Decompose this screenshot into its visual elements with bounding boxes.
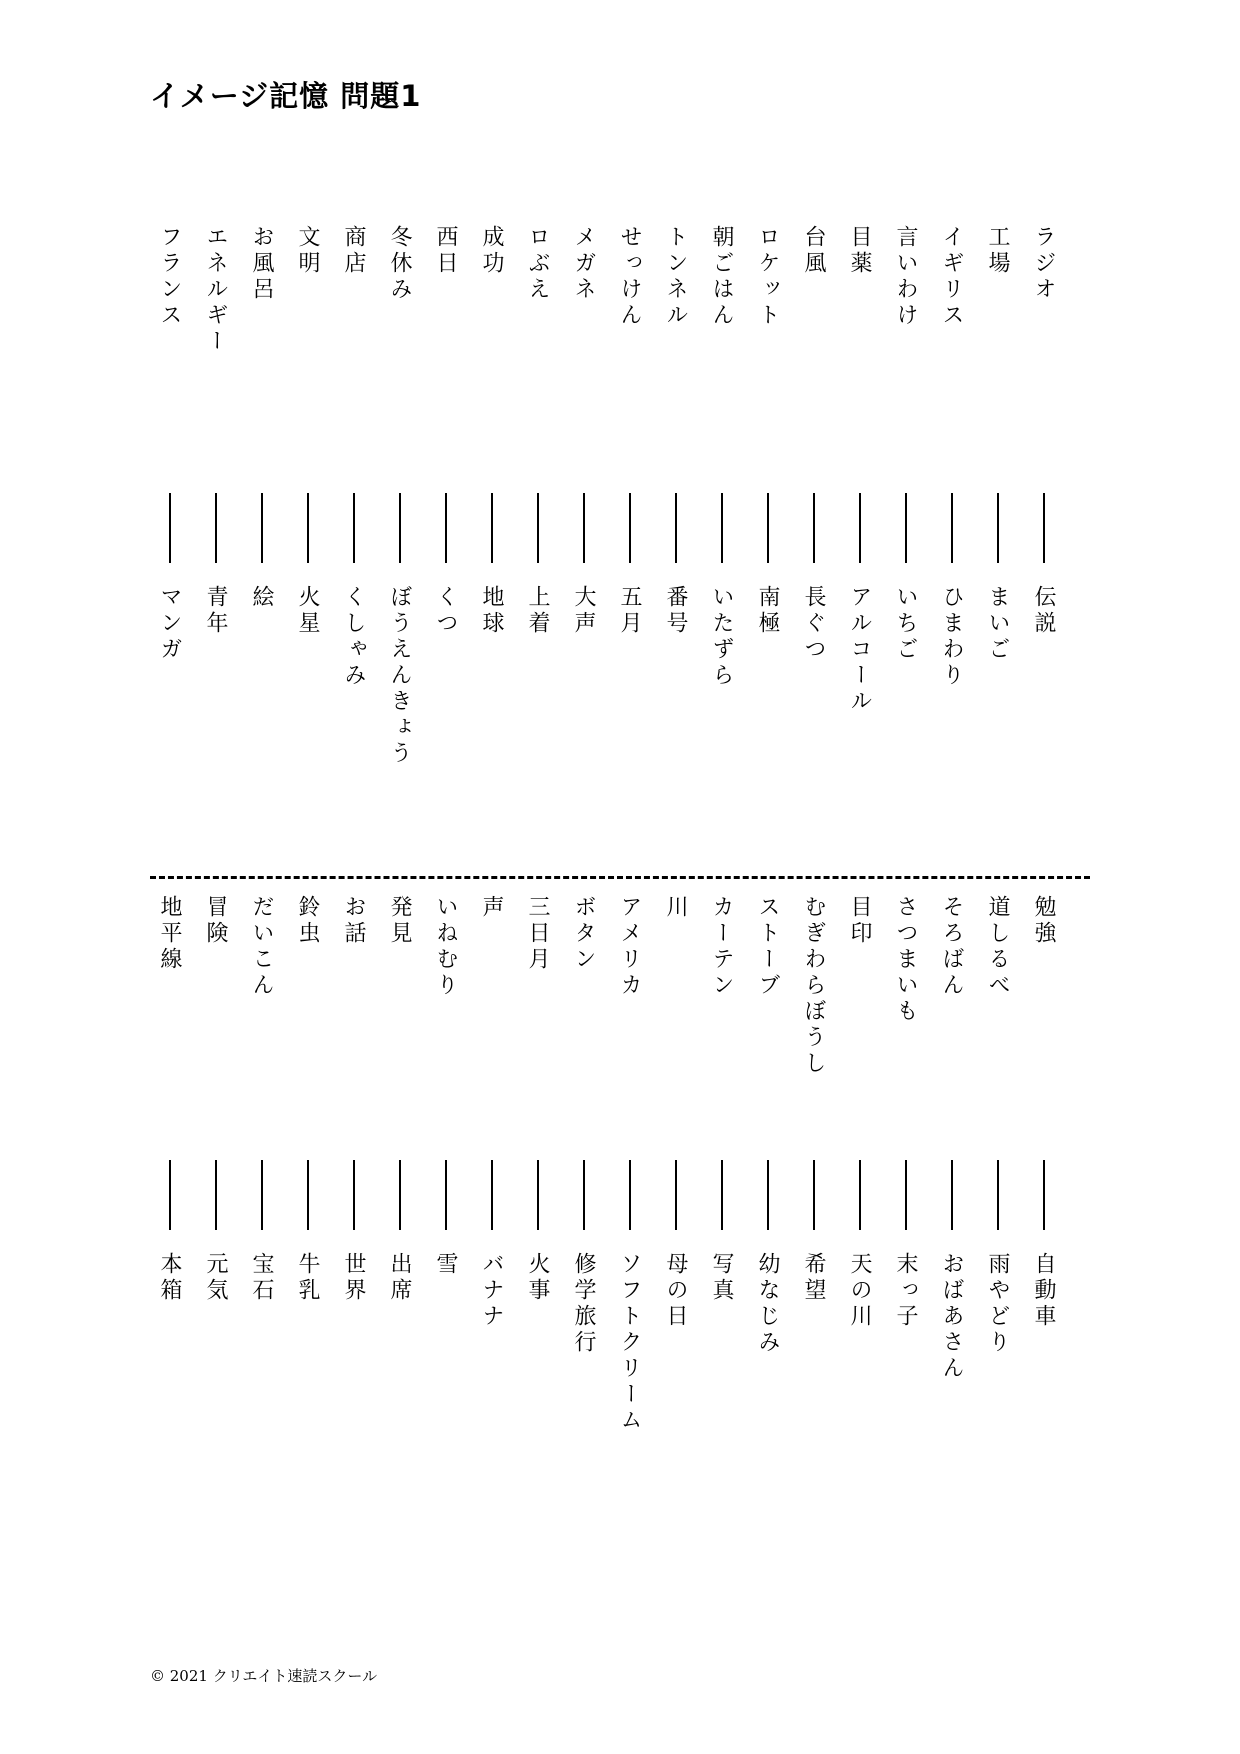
- word-item: 勉強: [1031, 895, 1056, 947]
- word-item: カーテン: [709, 895, 734, 999]
- word-item: 長ぐつ: [801, 585, 826, 663]
- connector-line: [790, 493, 836, 563]
- word-item: いちご: [893, 585, 918, 663]
- word-item: 本箱: [157, 1252, 182, 1304]
- word-item: 末っ子: [893, 1252, 918, 1330]
- word-item: ロぶえ: [525, 225, 550, 303]
- word-item: 出席: [387, 1252, 412, 1304]
- connector-line: [376, 1160, 422, 1230]
- page-title: イメージ記憶 問題1: [150, 79, 422, 113]
- connector-line: [560, 1160, 606, 1230]
- word-item: 希望: [801, 1252, 826, 1304]
- word-item: ひまわり: [939, 585, 964, 689]
- section-separator: [150, 876, 1090, 879]
- connector-line: [1020, 493, 1066, 563]
- connector-line: [146, 1160, 192, 1230]
- word-item: 発見: [387, 895, 412, 947]
- connector-line: [698, 493, 744, 563]
- word-item: そろばん: [939, 895, 964, 999]
- word-item: トンネル: [663, 225, 688, 329]
- connector-line: [652, 1160, 698, 1230]
- connector-line: [192, 1160, 238, 1230]
- word-item: 雨やどり: [985, 1252, 1010, 1356]
- connector-line: [974, 493, 1020, 563]
- word-item: 声: [479, 895, 504, 921]
- word-item: お風呂: [249, 225, 274, 303]
- word-item: 写真: [709, 1252, 734, 1304]
- word-item: バナナ: [479, 1252, 504, 1330]
- word-item: 幼なじみ: [755, 1252, 780, 1356]
- word-item: いたずら: [709, 585, 734, 689]
- connector-line: [744, 1160, 790, 1230]
- word-item: いねむり: [433, 895, 458, 999]
- word-item: まいご: [985, 585, 1010, 663]
- connector-line: [928, 493, 974, 563]
- connector-line: [330, 1160, 376, 1230]
- word-item: ぼうえんきょう: [387, 585, 412, 767]
- connector-line: [238, 493, 284, 563]
- copyright-footer: © 2021 クリエイト速読スクール: [150, 1667, 378, 1685]
- word-item: 地平線: [157, 895, 182, 973]
- connector-line: [560, 493, 606, 563]
- word-item: 西日: [433, 225, 458, 277]
- word-item: 三日月: [525, 895, 550, 973]
- word-item: 伝説: [1031, 585, 1056, 637]
- connector-line: [836, 493, 882, 563]
- word-item: フランス: [157, 225, 182, 329]
- word-item: 自動車: [1031, 1252, 1056, 1330]
- section1-connector-lines: [0, 493, 1240, 563]
- word-item: 南極: [755, 585, 780, 637]
- word-item: 火星: [295, 585, 320, 637]
- word-item: おばあさん: [939, 1252, 964, 1382]
- connector-line: [744, 493, 790, 563]
- word-item: 文明: [295, 225, 320, 277]
- connector-line: [836, 1160, 882, 1230]
- word-item: ロケット: [755, 225, 780, 329]
- word-item: くつ: [433, 585, 458, 637]
- connector-line: [1020, 1160, 1066, 1230]
- connector-line: [514, 493, 560, 563]
- word-item: 絵: [249, 585, 274, 611]
- word-item: 台風: [801, 225, 826, 277]
- connector-line: [606, 1160, 652, 1230]
- word-item: 五月: [617, 585, 642, 637]
- connector-line: [882, 493, 928, 563]
- word-item: 工場: [985, 225, 1010, 277]
- word-item: 天の川: [847, 1252, 872, 1330]
- connector-line: [376, 493, 422, 563]
- connector-line: [790, 1160, 836, 1230]
- word-item: ボタン: [571, 895, 596, 973]
- connector-line: [284, 493, 330, 563]
- section1-top-words: [0, 225, 1240, 355]
- word-item: 雪: [433, 1252, 458, 1278]
- word-item: 修学旅行: [571, 1252, 596, 1356]
- word-item: 朝ごはん: [709, 225, 734, 329]
- connector-line: [698, 1160, 744, 1230]
- word-item: 母の日: [663, 1252, 688, 1330]
- word-item: メガネ: [571, 225, 596, 303]
- word-item: ソフトクリーム: [617, 1252, 642, 1434]
- word-item: 目印: [847, 895, 872, 947]
- word-item: せっけん: [617, 225, 642, 329]
- word-item: アルコール: [847, 585, 872, 715]
- word-item: 青年: [203, 585, 228, 637]
- word-item: 成功: [479, 225, 504, 277]
- connector-line: [882, 1160, 928, 1230]
- connector-line: [468, 1160, 514, 1230]
- word-item: ストーブ: [755, 895, 780, 999]
- word-item: 冬休み: [387, 225, 412, 303]
- connector-line: [422, 493, 468, 563]
- section2-bottom-words: [0, 1252, 1240, 1434]
- connector-line: [652, 493, 698, 563]
- word-item: 商店: [341, 225, 366, 277]
- word-item: 牛乳: [295, 1252, 320, 1304]
- word-item: イギリス: [939, 225, 964, 329]
- connector-line: [606, 493, 652, 563]
- word-item: 鈴虫: [295, 895, 320, 947]
- connector-line: [146, 493, 192, 563]
- word-item: 元気: [203, 1252, 228, 1304]
- word-item: 冒険: [203, 895, 228, 947]
- connector-line: [974, 1160, 1020, 1230]
- word-item: だいこん: [249, 895, 274, 999]
- word-item: さつまいも: [893, 895, 918, 1025]
- word-item: 世界: [341, 1252, 366, 1304]
- connector-line: [514, 1160, 560, 1230]
- word-item: エネルギー: [203, 225, 228, 355]
- word-item: くしゃみ: [341, 585, 366, 689]
- word-item: 道しるべ: [985, 895, 1010, 999]
- word-item: むぎわらぼうし: [801, 895, 826, 1077]
- word-item: 言いわけ: [893, 225, 918, 329]
- connector-line: [330, 493, 376, 563]
- word-item: 火事: [525, 1252, 550, 1304]
- word-item: お話: [341, 895, 366, 947]
- word-item: 上着: [525, 585, 550, 637]
- word-item: 地球: [479, 585, 504, 637]
- section1-bottom-words: [0, 585, 1240, 767]
- word-item: 宝石: [249, 1252, 274, 1304]
- connector-line: [284, 1160, 330, 1230]
- connector-line: [238, 1160, 284, 1230]
- word-item: マンガ: [157, 585, 182, 663]
- connector-line: [928, 1160, 974, 1230]
- word-item: 川: [663, 895, 688, 921]
- word-item: 大声: [571, 585, 596, 637]
- section2-connector-lines: [0, 1160, 1240, 1230]
- word-item: 目薬: [847, 225, 872, 277]
- word-item: ラジオ: [1031, 225, 1056, 303]
- section2-top-words: [0, 895, 1240, 1077]
- connector-line: [422, 1160, 468, 1230]
- word-item: アメリカ: [617, 895, 642, 999]
- connector-line: [192, 493, 238, 563]
- connector-line: [468, 493, 514, 563]
- word-item: 番号: [663, 585, 688, 637]
